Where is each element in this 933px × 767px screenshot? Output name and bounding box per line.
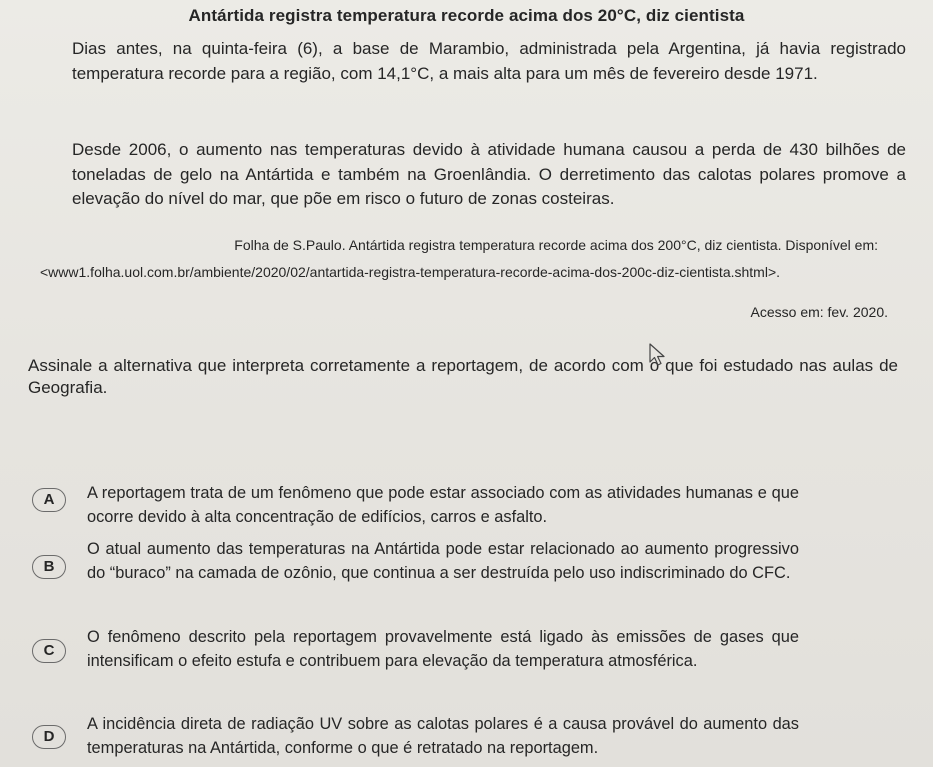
mouse-cursor-icon (649, 343, 667, 367)
article-paragraph-2: Desde 2006, o aumento nas temperaturas devido à atividade humana causou a perda de 430 bilhões de toneladas de gelo na Antártida e também na Groenlândia. O derretimento das calotas polares promove a elevação do nível do mar, que põe em risco o futuro de zonas costeiras. (72, 140, 906, 209)
article-headline: Antártida registra temperatura recorde acima dos 20°C, diz cientista (188, 6, 745, 25)
article-paragraph-1: Dias antes, na quinta-feira (6), a base de Marambio, administrada pela Argentina, já havia registrado temperatura recorde para a região, com 14,1°C, a mais alta para um mês de fevereiro desde 1971. (72, 39, 906, 83)
source-access-date: Acesso em: fev. 2020. (750, 304, 888, 320)
option-d-text[interactable]: A incidência direta de radiação UV sobre as calotas polares é a causa provável do aumento das temperaturas na Antártida, conforme o que é retratado na reportagem. (87, 715, 799, 757)
source-url: <www1.folha.uol.com.br/ambiente/2020/02/antartida-registra-temperatura-recorde-acima-dos-200c-diz-cientista.shtml>. (40, 264, 781, 280)
option-a-text[interactable]: A reportagem trata de um fenômeno que pode estar associado com as atividades humanas e que ocorre devido à alta concentração de edifícios, carros e asfalto. (87, 484, 799, 526)
option-c-letter[interactable]: C (32, 639, 66, 663)
option-d-letter[interactable]: D (32, 725, 66, 749)
question-prompt: Assinale a alternativa que interpreta corretamente a reportagem, de acordo com o que foi estudado nas aulas de Geografia. (28, 356, 898, 397)
option-c-text[interactable]: O fenômeno descrito pela reportagem provavelmente está ligado às emissões de gases que intensificam o efeito estufa e contribuem para elevação da temperatura atmosférica. (87, 628, 799, 670)
option-b-letter[interactable]: B (32, 555, 66, 579)
source-citation: Folha de S.Paulo. Antártida registra temperatura recorde acima dos 200°C, diz cientista. Disponível em: (234, 237, 878, 253)
option-b-text[interactable]: O atual aumento das temperaturas na Antártida pode estar relacionado ao aumento progressivo do “buraco” na camada de ozônio, que continua a ser destruída pelo uso indiscriminado do CFC. (87, 540, 799, 582)
option-a-letter[interactable]: A (32, 488, 66, 512)
